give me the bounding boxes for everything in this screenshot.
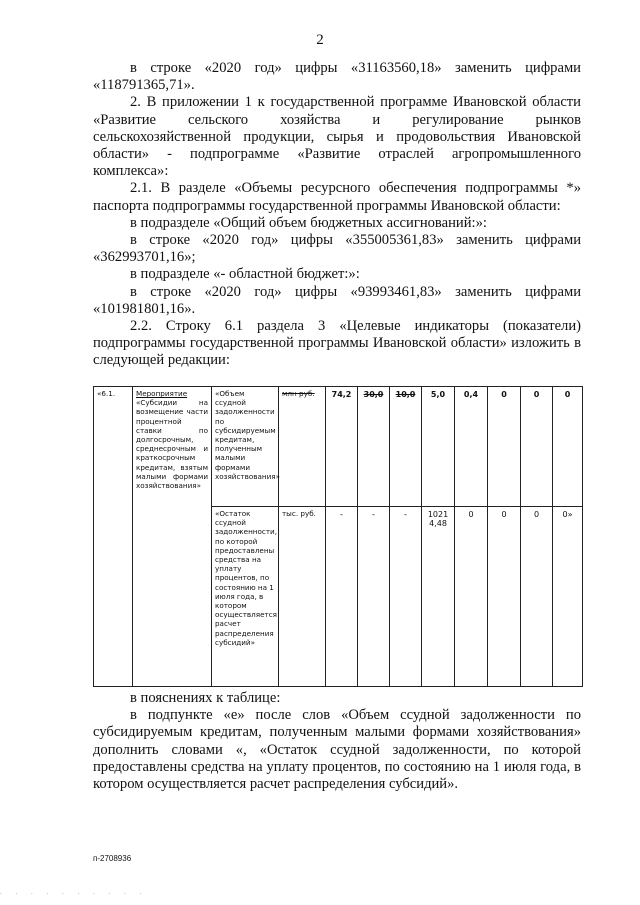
paragraph-1: в строке «2020 год» цифры «31163560,18» заменить цифрами «118791365,71». [93, 60, 581, 94]
value-cell: - [390, 507, 422, 687]
event-title: Мероприятие [136, 389, 188, 398]
value-cell: 0 [521, 507, 553, 687]
event-text: «Субсидии на возмещение части процентной ставки по долгосрочным, среднесрочным и краткосрочным кредитам, взятым малыми формами хозяйствования» [136, 398, 208, 491]
indicators-table [93, 386, 583, 687]
unit-cell: млн руб. [279, 387, 326, 507]
paragraph-8: 2.2. Строку 6.1 раздела 3 «Целевые индикаторы (показатели) подпрограммы государственной программы Ивановской области» изложить в следующей редакции: [93, 318, 581, 369]
paragraph-5: в строке «2020 год» цифры «355005361,83» заменить цифрами «362993701,16»; [93, 232, 581, 266]
value-cell: 0» [553, 507, 583, 687]
scan-marks: . . . . . . . . . . [0, 888, 148, 896]
paragraph-4: в подразделе «Общий объем бюджетных ассигнований:»: [130, 214, 487, 231]
value-cell: 0,4 [455, 387, 488, 507]
value-cell: 0 [455, 507, 488, 687]
value-cell: 30,0 [358, 387, 390, 507]
table-row [94, 387, 583, 507]
paragraph-10: в подпункте «е» после слов «Объем ссудной задолженности по субсидируемым кредитам, полученным малыми формами хозяйствования» дополнить словами «, «Остаток ссудной задолженности, по которой предоставлены средства на уплату процентов, по состоянию на 1 июля года, в котором осуществляется расчет распределения субсидий». [93, 707, 581, 793]
row-number: «6.1. [94, 387, 133, 687]
value-cell: - [358, 507, 390, 687]
bottom-text [93, 690, 581, 793]
footer-code: п-2708936 [93, 854, 132, 863]
value-cell: 10214,48 [422, 507, 455, 687]
value-cell: 0 [488, 507, 521, 687]
indicator-cell: «Остаток ссудной задолженности, по которой предоставлены средства на уплату процентов, по состоянию на 1 июля года, в котором осуществляется расчет распределения субсидий» [212, 507, 279, 687]
value-cell: 0 [553, 387, 583, 507]
value-cell: 10,0 [390, 387, 422, 507]
paragraph-3: 2.1. В разделе «Объемы ресурсного обеспечения подпрограммы *» паспорта подпрограммы государственной программы Ивановской области: [93, 180, 581, 214]
indicator-cell: «Объем ссудной задолженности по субсидируемым кредитам, полученным малыми формами хозяйствования» [212, 387, 279, 507]
unit-cell: тыс. руб. [279, 507, 326, 687]
paragraph-2: 2. В приложении 1 к государственной программе Ивановской области «Развитие сельского хозяйства и регулирование рынков сельскохозяйственной продукции, сырья и продовольствия Ивановской области» - подпрограмме «Развитие отраслей агропромышленного комплекса»: [93, 94, 581, 180]
paragraph-7: в строке «2020 год» цифры «93993461,83» заменить цифрами «101981801,16». [93, 283, 581, 317]
paragraph-6: в подразделе «- областной бюджет:»: [130, 266, 360, 283]
value-cell: 5,0 [422, 387, 455, 507]
event-cell [133, 387, 212, 687]
value-cell: - [326, 507, 358, 687]
page-number: 2 [316, 32, 324, 48]
value-cell: 0 [521, 387, 553, 507]
value-cell: 0 [488, 387, 521, 507]
value-cell: 74,2 [326, 387, 358, 507]
top-text [93, 60, 581, 370]
paragraph-9: в пояснениях к таблице: [130, 690, 281, 706]
